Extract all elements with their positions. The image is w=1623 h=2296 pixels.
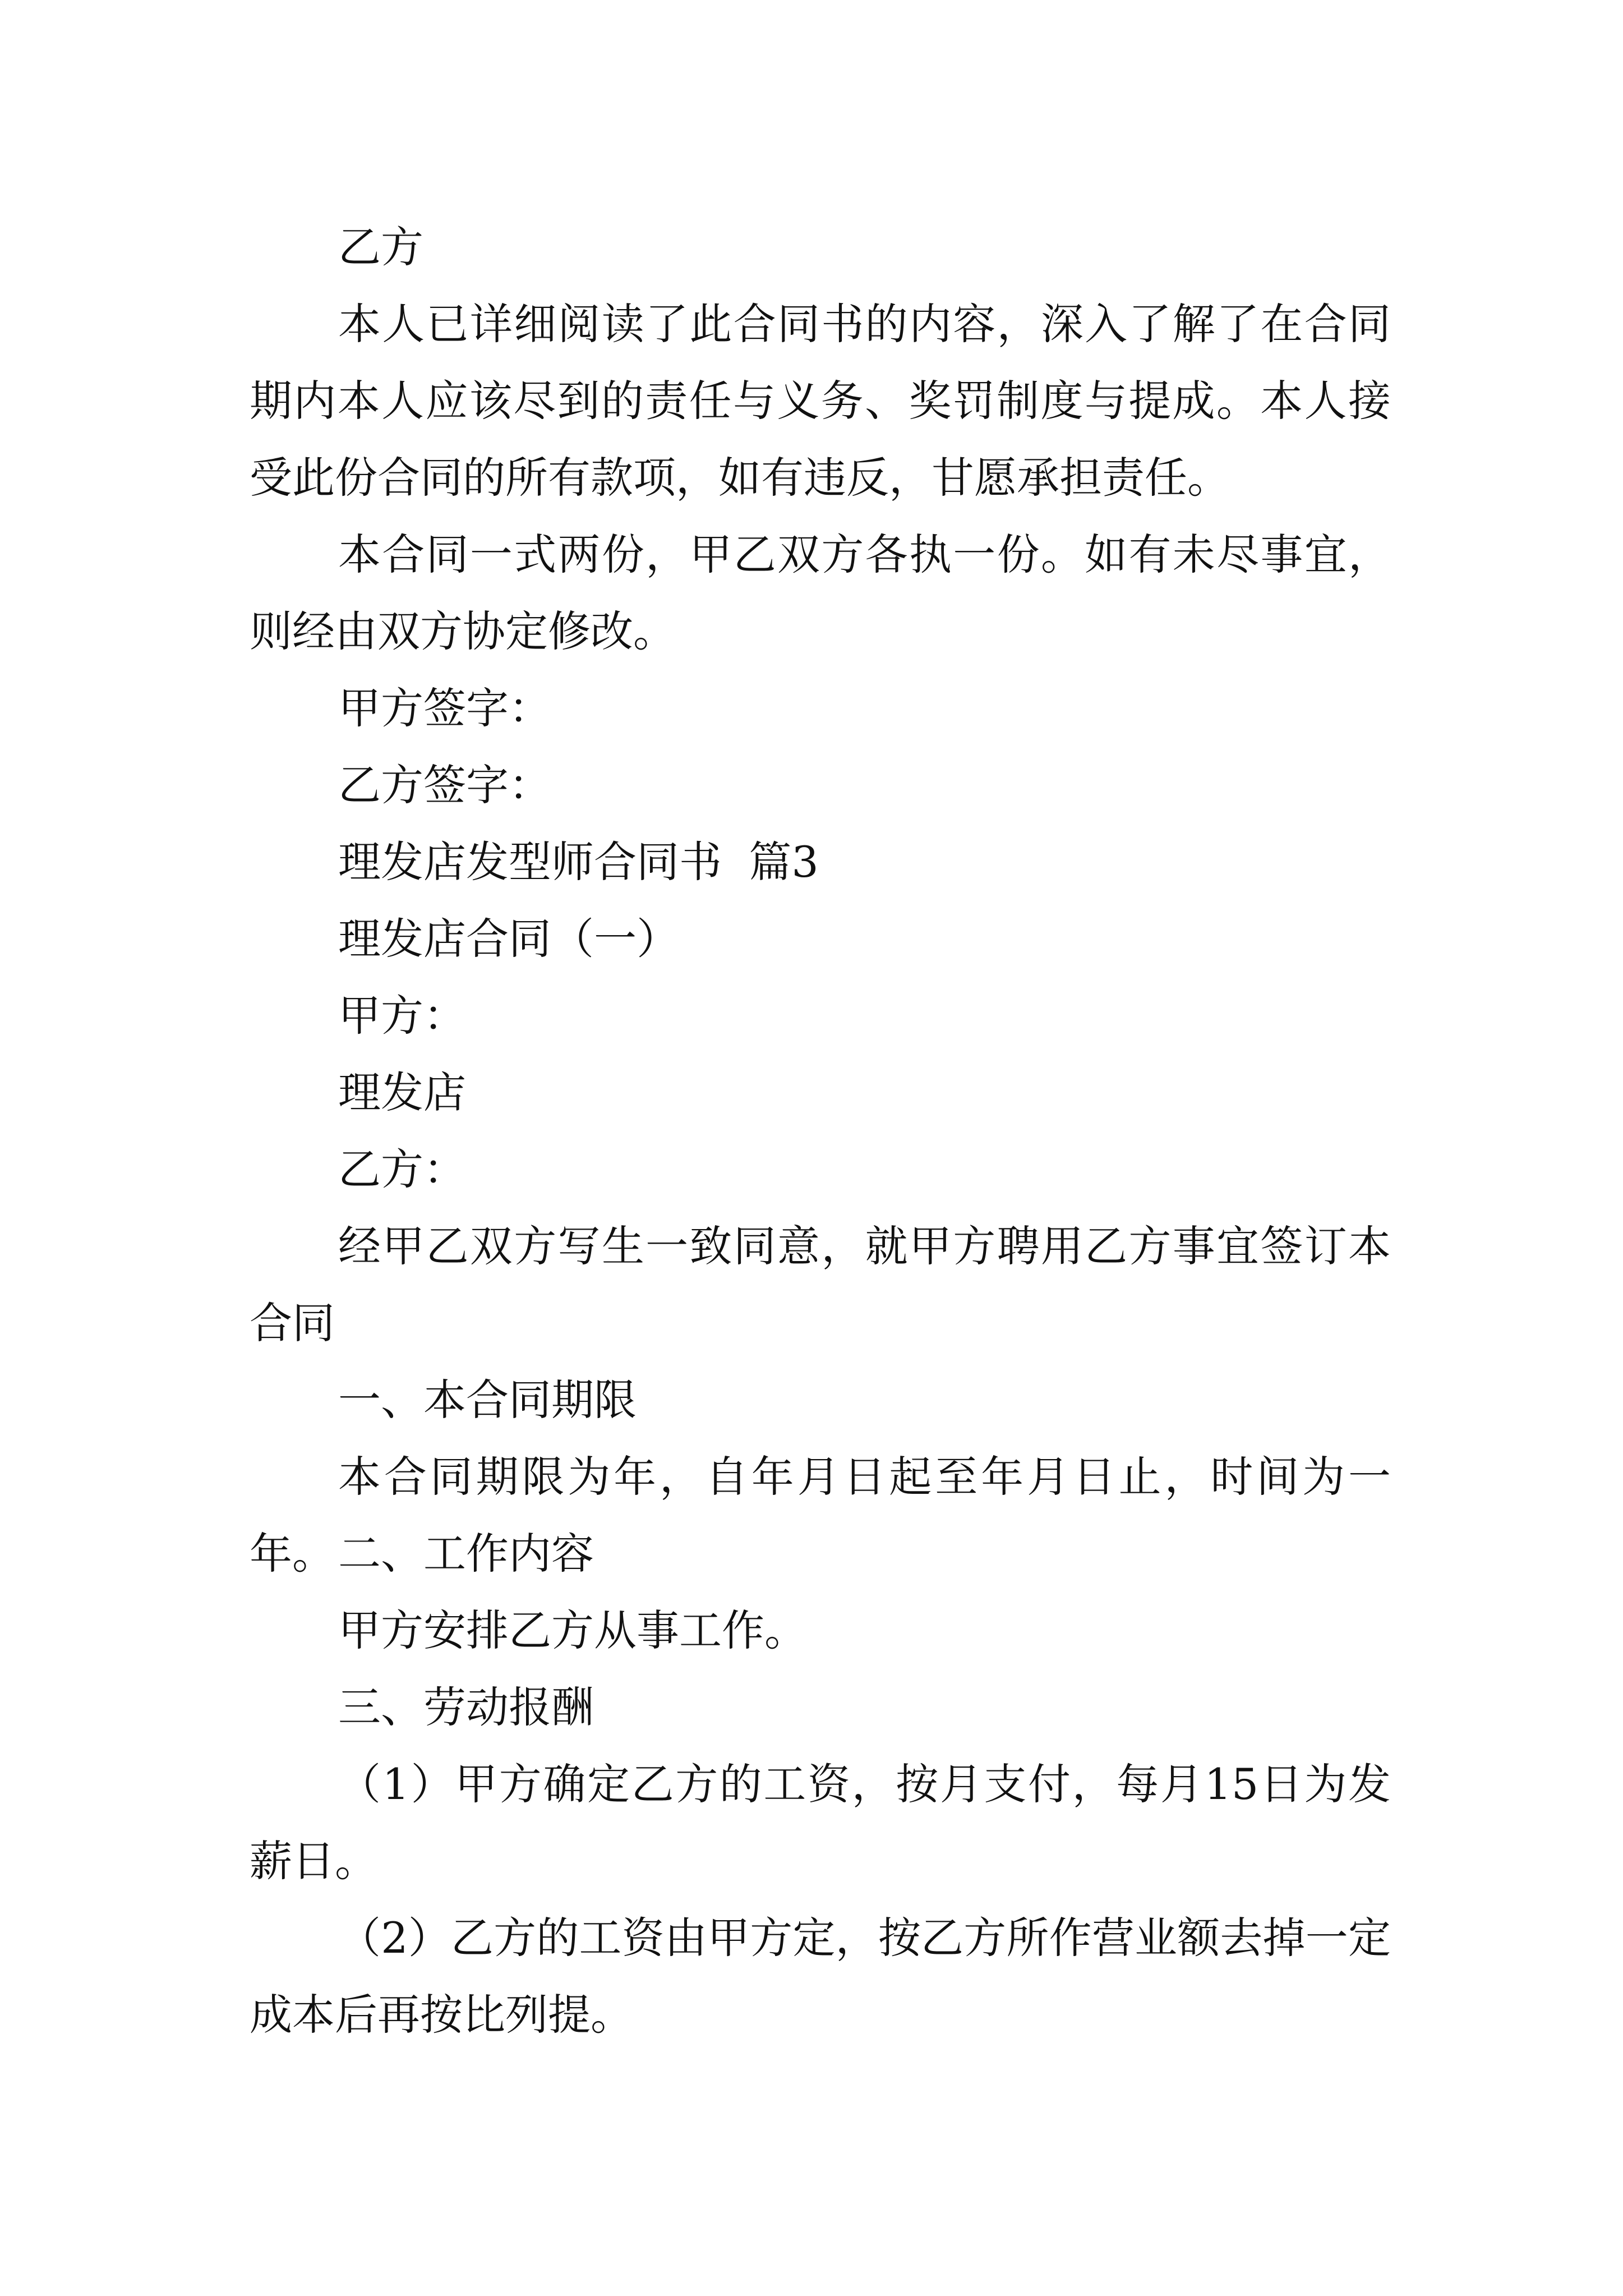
- paragraph-yifang-heading: 乙方: [338, 222, 423, 272]
- paragraph-copies: 本合同一式两份，甲乙双方各执一份。如有未尽事宜，则经由双方协定修改。: [250, 530, 1391, 656]
- paragraph-party-b-signature: 乙方签字：: [338, 760, 551, 810]
- paragraph-party-b: 乙方：: [338, 1144, 466, 1194]
- paragraph-acknowledgement: 本人已详细阅读了此合同书的内容，深入了解了在合同期内本人应该尽到的责任与义务、奖罚制度与提成。本人接受此份合同的所有款项，如有违反，甘愿承担责任。: [250, 299, 1391, 503]
- paragraph-clause-1-heading: 一、本合同期限: [338, 1375, 637, 1425]
- paragraph-clause-2-heading: 二、工作内容: [338, 1529, 594, 1579]
- paragraph-clause-1-text: 本合同期限为年，自年月日起至年月日止，时间为一年。: [250, 1452, 1391, 1579]
- paragraph-clause-3-item-1: （1）甲方确定乙方的工资，按月支付，每月15日为发薪日。: [250, 1759, 1391, 1886]
- paragraph-party-a: 甲方：: [338, 991, 466, 1041]
- paragraph-agreement: 经甲乙双方写生一致同意，就甲方聘用乙方事宜签订本合同: [250, 1221, 1391, 1348]
- paragraph-section-title: 理发店发型师合同书 篇3: [338, 837, 819, 887]
- paragraph-contract-title: 理发店合同（一）: [338, 914, 679, 964]
- paragraph-clause-3-heading: 三、劳动报酬: [338, 1682, 594, 1732]
- paragraph-party-a-signature: 甲方签字：: [338, 683, 551, 733]
- paragraph-clause-3-item-2: （2）乙方的工资由甲方定，按乙方所作营业额去掉一定成本后再按比列提。: [250, 1913, 1391, 2040]
- paragraph-clause-2-text: 甲方安排乙方从事工作。: [338, 1605, 807, 1655]
- paragraph-shop-name: 理发店: [338, 1068, 466, 1117]
